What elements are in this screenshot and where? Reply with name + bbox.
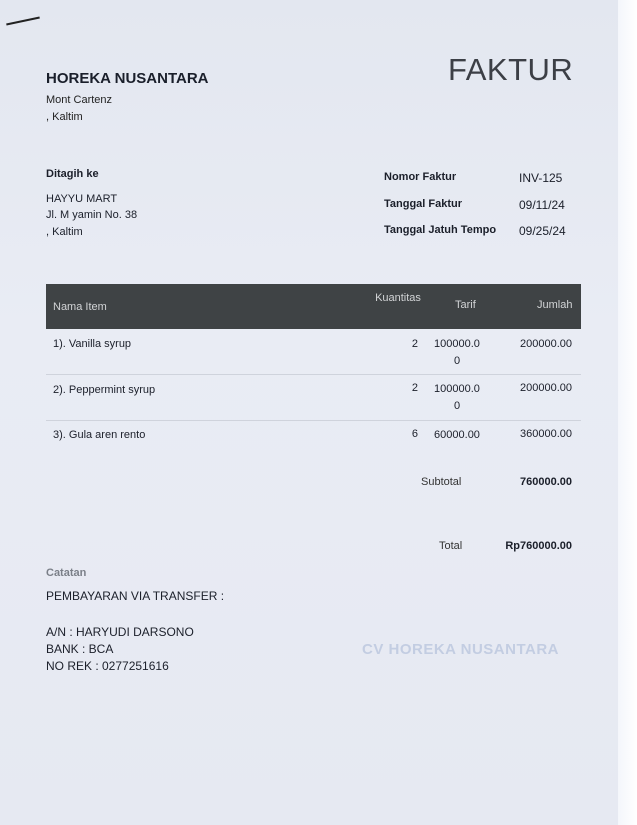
row-divider [46, 420, 581, 421]
header-amount: Jumlah [537, 299, 573, 311]
row-quantity: 2 [411, 382, 418, 394]
document-title: FAKTUR [448, 52, 574, 87]
row-item-name: 1). Vanilla syrup [53, 338, 132, 350]
row-quantity: 6 [411, 428, 418, 440]
row-amount: 360000.00 [520, 428, 572, 440]
row-item-name: 2). Peppermint syrup [53, 384, 156, 396]
row-quantity: 2 [411, 338, 418, 350]
bill-to-address-line2: , Kaltim [46, 226, 83, 238]
note-account-name: A/N : HARYUDI DARSONO [46, 625, 194, 639]
items-table-header [46, 284, 581, 329]
row-amount: 200000.00 [520, 382, 572, 394]
bill-to-name: HAYYU MART [46, 193, 118, 205]
header-item-name: Nama Item [53, 301, 107, 313]
row-rate: 100000.00 [434, 338, 480, 367]
subtotal-value: 760000.00 [520, 476, 572, 488]
note-account-number: NO REK : 0277251616 [46, 659, 169, 673]
paper-edge [618, 0, 637, 825]
row-rate: 60000.00 [434, 429, 480, 441]
seller-address-line2: , Kaltim [46, 111, 83, 123]
row-amount: 200000.00 [520, 338, 572, 350]
due-date-value: 09/25/24 [519, 224, 566, 238]
subtotal-label: Subtotal [421, 476, 462, 488]
row-divider [46, 374, 581, 375]
invoice-date-value: 09/11/24 [519, 198, 565, 212]
row-rate: 100000.00 [434, 383, 480, 412]
bill-to-heading: Ditagih ke [46, 168, 99, 180]
notes-label: Catatan [46, 567, 87, 579]
seller-address-line1: Mont Cartenz [46, 94, 113, 106]
note-payment-method: PEMBAYARAN VIA TRANSFER : [46, 589, 225, 603]
row-item-name: 3). Gula aren rento [53, 429, 146, 441]
invoice-date-label: Tanggal Faktur [384, 198, 463, 210]
note-bank: BANK : BCA [46, 642, 114, 656]
bill-to-address-line1: Jl. M yamin No. 38 [46, 209, 138, 221]
total-value: Rp760000.00 [505, 540, 572, 552]
header-rate: Tarif [455, 299, 476, 311]
company-stamp: CV HOREKA NUSANTARA [362, 641, 559, 658]
due-date-label: Tanggal Jatuh Tempo [384, 224, 497, 236]
invoice-number-label: Nomor Faktur [384, 171, 457, 183]
invoice-number-value: INV-125 [519, 171, 563, 185]
header-quantity: Kuantitas [375, 292, 421, 304]
total-label: Total [439, 540, 463, 552]
seller-name: HOREKA NUSANTARA [46, 70, 209, 87]
